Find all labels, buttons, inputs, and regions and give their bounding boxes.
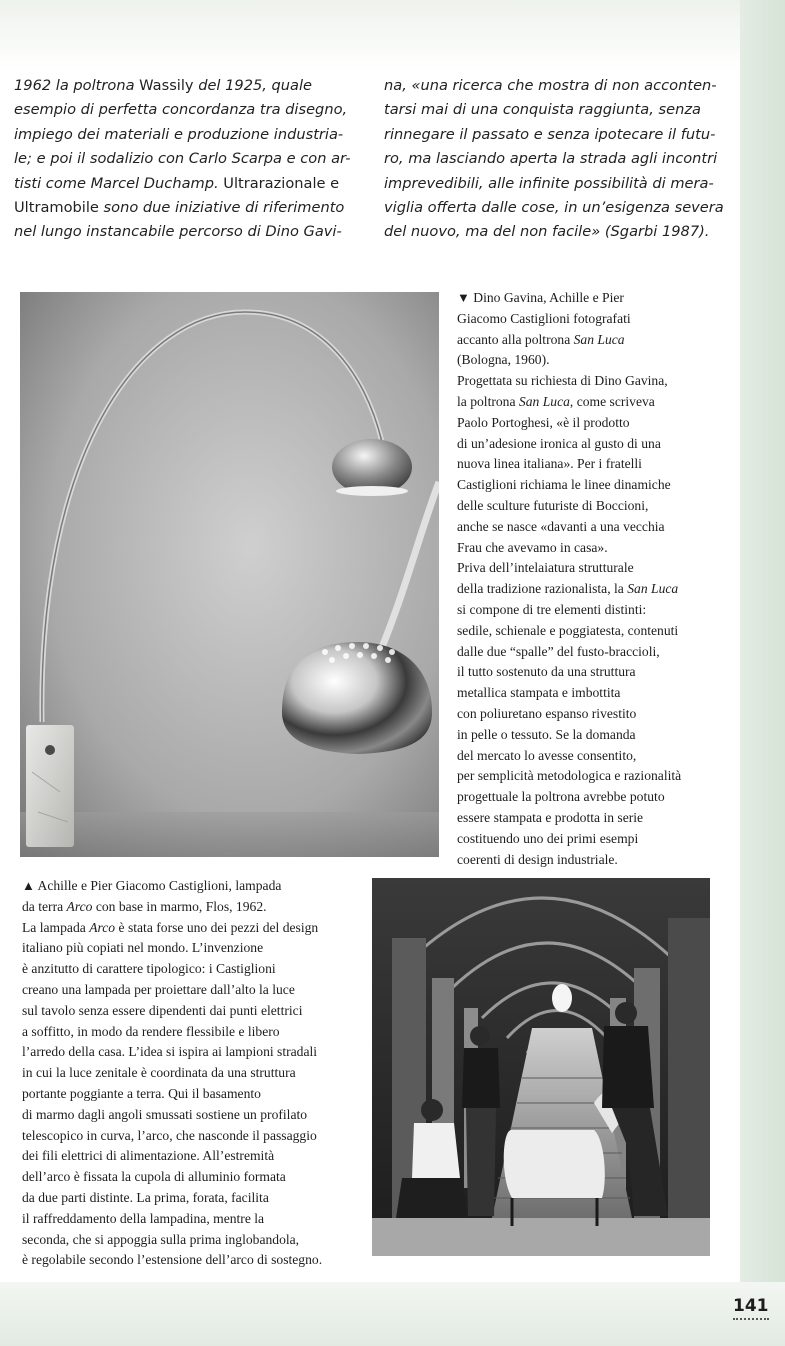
caption-line: l’arredo della casa. L’idea si ispira ai lampioni stradali bbox=[22, 1044, 318, 1060]
caption-san-luca bbox=[457, 288, 747, 870]
caption-line: Paolo Portoghesi, «è il prodotto bbox=[457, 414, 630, 430]
page-top-tint bbox=[0, 0, 785, 72]
caption-line: delle sculture futuriste di Boccioni, bbox=[457, 497, 649, 513]
intro-left-line: nel lungo instancabile percorso di Dino Gavi- bbox=[14, 223, 342, 241]
caption-line: per semplicità metodologica e razionalità bbox=[457, 768, 682, 784]
caption-line: La lampada Arco è stata forse uno dei pezzi del design bbox=[22, 919, 319, 935]
caption-line: ▲ Achille e Pier Giacomo Castiglioni, lampada bbox=[22, 878, 282, 893]
caption-line: italiano più copiati nel mondo. L’invenzione bbox=[22, 940, 264, 956]
caption-line: della tradizione razionalista, la San Luca bbox=[457, 581, 679, 597]
caption-line: anche se nasce «davanti a una vecchia bbox=[457, 518, 665, 534]
caption-line: progettuale la poltrona avrebbe potuto bbox=[457, 789, 665, 805]
caption-line: con poliuretano espanso rivestito bbox=[457, 705, 637, 721]
caption-line: dalle due “spalle” del fusto-braccioli, bbox=[457, 643, 660, 659]
caption-line: Priva dell’intelaiatura strutturale bbox=[457, 560, 634, 576]
caption-line: di marmo dagli angoli smussati sostiene un profilato bbox=[22, 1106, 308, 1122]
intro-right-line: del nuovo, ma del non facile» (Sgarbi 1987). bbox=[384, 223, 710, 241]
caption-line: creano una lampada per proiettare dall’alto la luce bbox=[22, 981, 295, 997]
intro-left-line: impiego dei materiali e produzione industria- bbox=[14, 125, 344, 143]
caption-line: essere stampata e prodotta in serie bbox=[457, 809, 644, 825]
intro-left-line: esempio di perfetta concordanza tra disegno, bbox=[14, 101, 348, 119]
caption-line: la poltrona San Luca, come scriveva bbox=[457, 393, 655, 409]
triangle-down-icon: ▼ bbox=[457, 290, 470, 305]
caption-line: costituendo uno dei primi esempi bbox=[457, 830, 639, 846]
caption-line: dei fili elettrici di alimentazione. All’estremità bbox=[22, 1148, 275, 1164]
intro-right-line: tarsi mai di una conquista raggiunta, senza bbox=[384, 101, 701, 119]
caption-line: coerenti di design industriale. bbox=[457, 851, 618, 867]
caption-line: da terra Arco con base in marmo, Flos, 1962. bbox=[22, 898, 267, 914]
caption-line: in cui la luce zenitale è coordinata da una struttura bbox=[22, 1065, 296, 1081]
caption-line: è regolabile secondo l’estensione dell’arco di sostegno. bbox=[22, 1252, 323, 1268]
caption-line: è anzitutto di carattere tipologico: i Castiglioni bbox=[22, 961, 276, 977]
caption-line: seconda, che si appoggia sulla prima inglobandola, bbox=[22, 1231, 300, 1247]
caption-line: in pelle o tessuto. Se la domanda bbox=[457, 726, 636, 742]
caption-line: Progettata su richiesta di Dino Gavina, bbox=[457, 373, 668, 389]
caption-line: Frau che avevamo in casa». bbox=[457, 539, 608, 555]
caption-line: Castiglioni richiama le linee dinamiche bbox=[457, 477, 671, 493]
caption-line: si compone di tre elementi distinti: bbox=[457, 601, 647, 617]
intro-right-line: ro, ma lasciando aperta la strada agli incontri bbox=[384, 150, 718, 168]
intro-right-line: viglia offerta dalle cose, in un’esigenza severa bbox=[384, 199, 724, 217]
intro-left-column bbox=[14, 74, 366, 245]
san-luca-portico-photo bbox=[372, 878, 710, 1256]
caption-line: il tutto sostenuto da una struttura bbox=[457, 664, 636, 680]
caption-line: telescopico in curva, l’arco, che nasconde il passaggio bbox=[22, 1127, 317, 1143]
caption-arco bbox=[22, 876, 362, 1271]
intro-right-column bbox=[384, 74, 734, 245]
intro-left-line: le; e poi il sodalizio con Carlo Scarpa e con ar- bbox=[14, 150, 351, 168]
caption-line: metallica stampata e imbottita bbox=[457, 685, 621, 701]
intro-right-line: na, «una ricerca che mostra di non acconten- bbox=[384, 77, 717, 94]
caption-line: da due parti distinte. La prima, forata, facilita bbox=[22, 1189, 269, 1205]
caption-line: sedile, schienale e poggiatesta, contenuti bbox=[457, 622, 679, 638]
caption-line: sul tavolo senza essere dipendenti dai punti elettrici bbox=[22, 1002, 303, 1018]
caption-line: (Bologna, 1960). bbox=[457, 352, 550, 368]
arco-lamp-photo bbox=[20, 292, 439, 857]
caption-line: Giacomo Castiglioni fotografati bbox=[457, 310, 631, 326]
caption-line: nuova linea italiana». Per i fratelli bbox=[457, 456, 642, 472]
caption-line: accanto alla poltrona San Luca bbox=[457, 331, 625, 347]
page-bottom-tint bbox=[0, 1282, 785, 1346]
caption-line: dell’arco è fissata la cupola di alluminio formata bbox=[22, 1169, 286, 1185]
intro-right-line: imprevedibili, alle infinite possibilità di mera- bbox=[384, 174, 714, 192]
caption-line: il raffreddamento della lampadina, mentre la bbox=[22, 1210, 265, 1226]
triangle-up-icon: ▲ bbox=[22, 878, 35, 893]
caption-line: portante poggiante a terra. Qui il basamento bbox=[22, 1085, 261, 1101]
intro-left-line: 1962 la poltrona Wassily del 1925, quale bbox=[14, 77, 313, 94]
caption-line: a soffitto, in modo da rendere flessibile e libero bbox=[22, 1023, 280, 1039]
caption-line: del mercato lo avesse consentito, bbox=[457, 747, 637, 763]
intro-right-line: rinnegare il passato e senza ipotecare il futu- bbox=[384, 125, 716, 143]
caption-line: di un’adesione ironica al gusto di una bbox=[457, 435, 661, 451]
intro-left-line: tisti come Marcel Duchamp. Ultrarazionale e bbox=[14, 174, 340, 192]
caption-line: ▼ Dino Gavina, Achille e Pier bbox=[457, 290, 624, 305]
page-number: 141 bbox=[733, 1296, 769, 1320]
intro-left-line: Ultramobile sono due iniziative di riferimento bbox=[14, 199, 345, 217]
